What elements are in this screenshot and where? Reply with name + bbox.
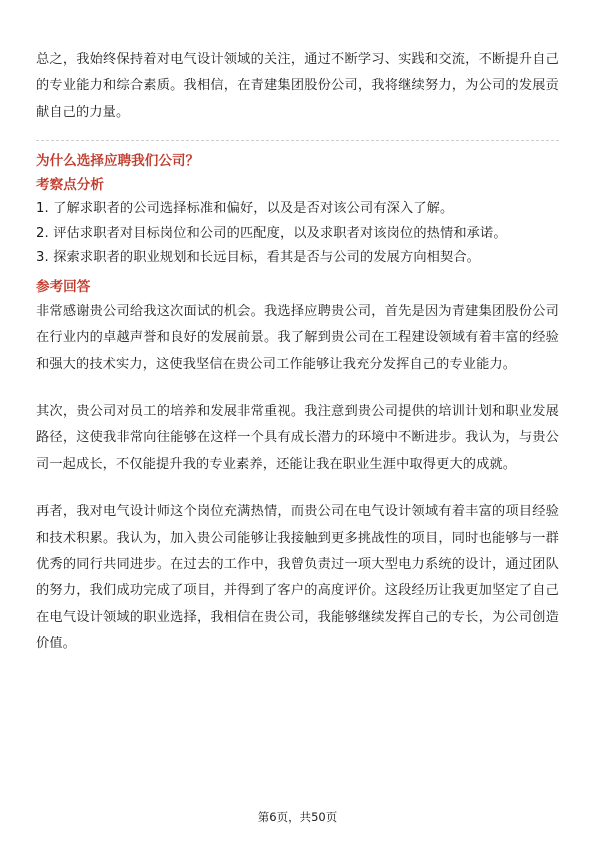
analysis-item: 3. 探索求职者的职业规划和长远目标，看其是否与公司的发展方向相契合。: [36, 250, 481, 266]
answer-body: [36, 299, 559, 658]
answer-paragraph: 非常感谢贵公司给我这次面试的机会。我选择应聘贵公司，首先是因为青建集团股份公司在行业内的卓越声誉和良好的发展前景。我了解到贵公司在工程建设领域有着丰富的经验和强大的技术实力，这使我坚信在贵公司工作能够让我充分发挥自己的专业能力。: [36, 303, 559, 372]
intro-paragraph: 总之，我始终保持着对电气设计领域的关注，通过不断学习、实践和交流，不断提升自己的专业能力和综合素质。我相信，在青建集团股份公司，我将继续努力，为公司的发展贡献自己的力量。: [36, 52, 559, 120]
answer-paragraph: 再者，我对电气设计师这个岗位充满热情，而贵公司在电气设计领域有着丰富的项目经验和技术积累。我认为，加入贵公司能够让我接触到更多挑战性的项目，同时也能够与一群优秀的同行共同进步。在过去的工作中，我曾负责过一项大型电力系统的设计，通过团队的努力，我们成功完成了项目，并得到了客户的高度评价。这段经历让我更加坚定了自己在电气设计领域的职业选择，我相信在贵公司，我能够继续发挥自己的专长，为公司创造价值。: [36, 504, 559, 652]
section-divider: [36, 140, 559, 141]
analysis-heading: 考察点分析: [36, 177, 104, 194]
page-number: 第6页，共50页: [257, 810, 338, 824]
question-title: 为什么选择应聘我们公司？: [36, 153, 200, 170]
analysis-item: 2. 评估求职者对目标岗位和公司的匹配度，以及求职者对该岗位的热情和承诺。: [36, 225, 507, 241]
analysis-list: [36, 197, 559, 271]
answer-paragraph: 其次，贵公司对员工的培养和发展非常重视。我注意到贵公司提供的培训计划和职业发展路径，这使我非常向往能够在这样一个具有成长潜力的环境中不断进步。我认为，与贵公司一起成长，不仅能提升我的专业素养，还能让我在职业生涯中取得更大的成就。: [36, 403, 559, 472]
answer-heading: 参考回答: [36, 278, 91, 295]
analysis-item: 1. 了解求职者的公司选择标准和偏好，以及是否对该公司有深入了解。: [36, 201, 454, 217]
page-content: [36, 47, 559, 658]
